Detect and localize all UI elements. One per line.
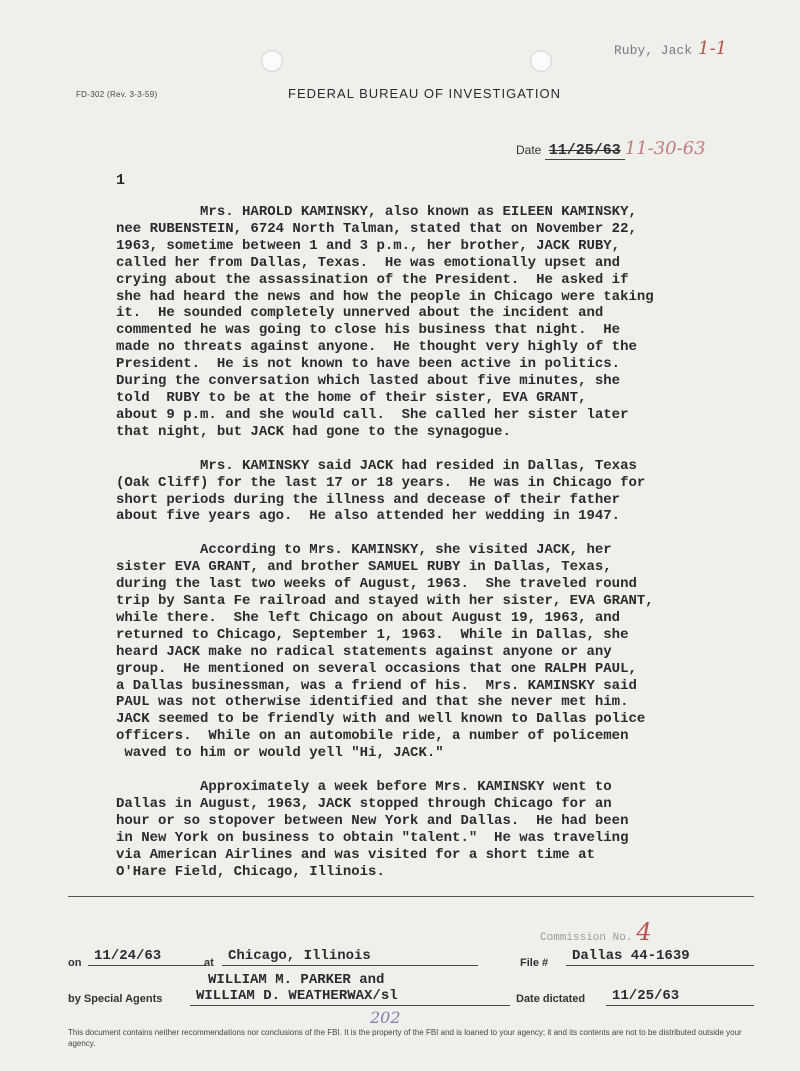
form-number: FD-302 (Rev. 3-3-59) xyxy=(76,90,158,99)
commission-label: Commission No. xyxy=(540,932,633,944)
punch-hole-right xyxy=(530,50,552,72)
agent-line-1: WILLIAM M. PARKER and xyxy=(208,972,385,988)
report-body xyxy=(116,204,756,898)
on-label: on xyxy=(68,957,82,969)
bottom-handwritten-number: 202 xyxy=(370,1008,401,1027)
paragraph-2: Mrs. KAMINSKY said JACK had resided in Dallas, Texas (Oak Cliff) for the last 17 or 18 years. He was in Chicago for short periods during the illness and decease of their father about five years ago. He also attended her wedding in 1947. xyxy=(116,457,646,525)
file-label: File # xyxy=(520,957,549,969)
date-handwritten: 11-30-63 xyxy=(624,138,706,159)
date-label: Date xyxy=(516,143,542,157)
dictated-label: Date dictated xyxy=(516,993,586,1005)
dictated-value: 11/25/63 xyxy=(606,988,754,1006)
disclaimer: This document contains neither recommendations nor conclusions of the FBI. It is the property of the FBI and is loaned to your agency; it and its contents are not to be distributed outside your agency. xyxy=(68,1028,742,1048)
agent-label: by Special Agents xyxy=(68,993,163,1005)
commission-stamp xyxy=(540,918,652,946)
annotation-name: Ruby, Jack xyxy=(614,43,693,58)
page-number: 1 xyxy=(116,172,126,189)
date-value: 11/25/63 xyxy=(545,142,625,160)
footer-divider xyxy=(68,896,754,897)
paragraph-3: According to Mrs. KAMINSKY, she visited JACK, her sister EVA GRANT, and brother SAMUEL RUBY in Dallas, Texas, during the last two weeks of August, 1963. She traveled round trip by Santa Fe railroad and stayed with her sister, EVA GRANT, while there. She left Chicago on about August 19, 1963, and returned to Chicago, September 1, 1963. While in Dallas, she heard JACK make no radical statements against anyone or any group. He mentioned on several occasions that one RALPH PAUL, a Dallas businessman, was a friend of his. Mrs. KAMINSKY said PAUL was not otherwise identified and that she never met him. JACK seemed to be friendly with and well known to Dallas police officers. While on an automobile ride, a number of policemen waved to him or would yell "Hi, JACK." xyxy=(116,542,654,762)
paragraph-1: Mrs. HAROLD KAMINSKY, also known as EILEEN KAMINSKY, nee RUBENSTEIN, 6724 North Talman, stated that on November 22, 1963, sometime between 1 and 3 p.m., her brother, JACK RUBY, called her from Dallas, Texas. He was emotionally upset and crying about the assassination of the President. He asked if she had heard the news and how the people in Chicago were taking it. He sounded completely unnerved about the incident and commented he was going to close his business that night. He made no threats against anyone. He thought very highly of the President. He is not known to have been active in politics. During the conversation which lasted about five minutes, she told RUBY to be at the home of their sister, EVA GRANT, about 9 p.m. and she would call. She called her sister later that night, but JACK had gone to the synagogue. xyxy=(116,204,654,440)
at-label: at xyxy=(204,957,214,969)
at-value: Chicago, Illinois xyxy=(222,948,478,966)
on-value: 11/24/63 xyxy=(88,948,206,966)
commission-number: 4 xyxy=(636,918,652,946)
paragraph-4: Approximately a week before Mrs. KAMINSKY went to Dallas in August, 1963, JACK stopped through Chicago for an hour or so stopover between New York and Dallas. He had been in New York on business to obtain "talent." He was traveling via American Airlines and was visited for a short time at O'Hare Field, Chicago, Illinois. xyxy=(116,779,629,880)
punch-hole-left xyxy=(261,50,283,72)
date-row xyxy=(516,138,706,159)
agent-line-2: WILLIAM D. WEATHERWAX/sl xyxy=(190,988,510,1006)
annotation-mark: 1-1 xyxy=(698,38,728,59)
file-annotation xyxy=(614,38,727,59)
file-value: Dallas 44-1639 xyxy=(566,948,754,966)
agency-title: FEDERAL BUREAU OF INVESTIGATION xyxy=(288,86,561,101)
